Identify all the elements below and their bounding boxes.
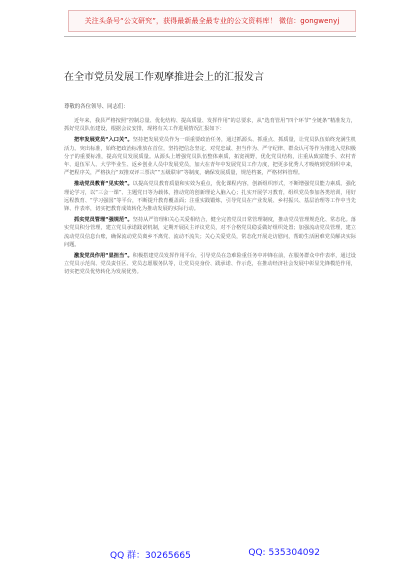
promo-banner-text: 关注头条号“公文研究”，获得最新最全最专业的公文资料库！ 微信：gongwenyj	[84, 17, 340, 25]
header-divider	[64, 36, 356, 37]
document-title: 在全市党员发展工作观摩推进会上的汇报发言	[64, 72, 264, 83]
section-text: 坚持把发展党员作为一项重要政治任务，通过抓源头、抓重点、抓质量，让党员队伍始终充满生机活力。突出标准，始终把政治标准放在首位，坚持把信念坚定、对党忠诚、担当作为、严守纪律、群众认可等作为推选入党积极分子的重要标准，提高党员发展质量。从源头上增强党员队伍整体素质，拓宽视野，优化党员结构，注重从致富能手、农村青年、退伍军人、大学毕业生、返乡创业人员中发展党员，加大在青年中发展党员工作力度，把更多优秀人才吸纳到党组织中来，严把程序关，严格执行“双推双评三票决”“五级联审”等制度，确保发展质量，规范档案，严格材料管理。	[64, 137, 356, 177]
promo-banner	[68, 10, 356, 32]
section-heading: 抓实党员管理“强规范”。	[74, 217, 133, 224]
section-text: 积极搭建党员发挥作用平台，引导党员在急难险重任务中冲锋在前，在服务群众中作表率，通过设立党员示范岗、党员责任区、党员志愿服务队等，让党员亮身份、践承诺、作示范，在推动经济社会发展中彰显先锋模范作用，切实把党员优势转化为发展优势。	[64, 253, 356, 276]
section-text: 以提高党员教育质量和实效为重点，优化课程内容，创新组织形式，不断增强党员能力素质。强化理论学习，以“三会一课”、主题党日等为载体，推动党的创新理论入脑入心；扎实开展学习教育，组织党员参加各类培训，用好远程教育、“学习强国”等平台，不断提升教育覆盖面；注重实践锻炼，引导党员在产业发展、乡村振兴、基层治理等工作中当先锋、作表率，切实把教育成效转化为推动发展的实际行动。	[64, 181, 356, 213]
section-paragraph	[64, 252, 356, 277]
intro-paragraph: 近年来，我县严格按照“控制总量、优化结构、提高质量、发挥作用”的总要求，从“选育管用”四个环节“全链条”精准发力，抓好党员队伍建设，根据会议安排，现将有关工作进展情况汇报如下：	[64, 118, 356, 133]
section-heading: 激发党员作用“显担当”。	[74, 253, 133, 260]
qq-number: QQ: 535304092	[248, 548, 320, 558]
document-body	[64, 117, 356, 277]
section-heading: 推动党员教育“见实效”。	[74, 181, 133, 188]
section-paragraph	[64, 216, 356, 249]
section-heading: 把牢发展党员“入口关”。	[74, 137, 133, 144]
footer-contacts	[110, 548, 320, 561]
section-paragraph	[64, 180, 356, 213]
section-text: 坚持从严管理和关心关爱相结合，健全完善党员日常管理制度，推动党员管理规范化、常态化。落实党员积分管理，建立党员承诺践诺机制，定期开展民主评议党员，对不合格党员稳妥做好组织处置；加强流动党员管理，建立流动党员信息台账，确保流动党员离乡不离党、流动不流失；关心关爱党员，常态化开展走访慰问，帮助生活困难党员解决实际问题。	[64, 217, 356, 248]
section-paragraph	[64, 136, 356, 177]
document-greeting: 尊敬的各位领导、同志们：	[64, 104, 129, 110]
qq-group-number: QQ 群：30265665	[110, 551, 191, 561]
